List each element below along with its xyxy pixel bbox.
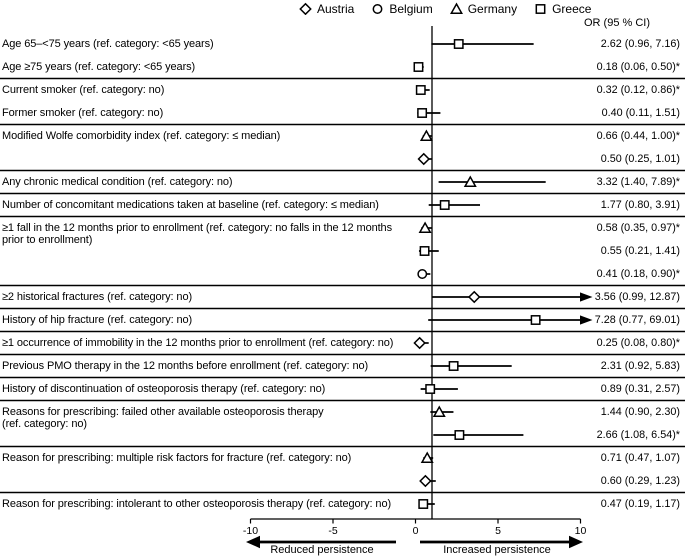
or-value: 3.56 (0.99, 12.87) — [594, 290, 680, 303]
or-column-header: OR (95 % CI) — [583, 17, 650, 29]
square-marker — [419, 500, 427, 508]
reduced-persistence-label: Reduced persistence — [270, 544, 374, 556]
row-label: ≥1 occurrence of immobility in the 12 months prior to enrollment (ref. category: no) — [2, 336, 394, 349]
or-value: 0.71 (0.47, 1.07) — [600, 451, 680, 464]
ci-clamp-arrow — [580, 315, 593, 324]
row-label: Previous PMO therapy in the 12 months before enrollment (ref. category: no) — [2, 359, 369, 372]
square-marker — [426, 385, 434, 393]
diamond-marker — [414, 338, 424, 348]
or-value: 0.66 (0.44, 1.00)* — [596, 129, 680, 142]
row-label: ≥1 fall in the 12 months prior to enrollment (ref. category: no falls in the 12 months — [2, 221, 392, 234]
or-value: 0.41 (0.18, 0.90)* — [596, 267, 680, 280]
row-label: History of discontinuation of osteoporosis therapy (ref. category: no) — [2, 382, 326, 395]
or-value: 2.31 (0.92, 5.83) — [600, 359, 680, 372]
axis-tick-label: 10 — [574, 525, 587, 537]
row-label: Current smoker (ref. category: no) — [2, 83, 165, 96]
row-label: Modified Wolfe comorbidity index (ref. category: ≤ median) — [2, 129, 281, 142]
or-value: 3.32 (1.40, 7.89)* — [596, 175, 680, 188]
legend-label: Austria — [317, 1, 355, 16]
row-label: Reasons for prescribing: failed other available osteoporosis therapy — [2, 405, 324, 418]
or-value: 7.28 (0.77, 69.01) — [594, 313, 680, 326]
row-label: Number of concomitant medications taken at baseline (ref. category: ≤ median) — [2, 198, 379, 211]
or-value: 0.50 (0.25, 1.01) — [600, 152, 680, 165]
diamond-marker — [469, 292, 479, 302]
row-label: Former smoker (ref. category: no) — [2, 106, 164, 119]
row-label: ≥2 historical fractures (ref. category: no) — [2, 290, 193, 303]
or-value: 0.60 (0.29, 1.23) — [600, 474, 680, 487]
square-marker — [420, 247, 428, 255]
increased-persistence-label: Increased persistence — [443, 544, 551, 556]
legend-label: Greece — [552, 1, 592, 16]
square-marker — [455, 40, 463, 48]
axis-tick-label: -10 — [242, 525, 259, 537]
row-label: History of hip fracture (ref. category: no) — [2, 313, 193, 326]
square-marker — [414, 63, 422, 71]
square-marker — [455, 431, 463, 439]
square-marker — [418, 109, 426, 117]
legend-label: Germany — [467, 1, 518, 16]
or-value: 1.77 (0.80, 3.91) — [600, 198, 680, 211]
or-value: 0.47 (0.19, 1.17) — [600, 497, 680, 510]
or-value: 2.62 (0.96, 7.16) — [600, 37, 680, 50]
or-value: 0.55 (0.21, 1.41) — [600, 244, 680, 257]
row-label: Age ≥75 years (ref. category: <65 years) — [2, 60, 196, 73]
or-value: 0.25 (0.08, 0.80)* — [596, 336, 680, 349]
axis-tick-label: 5 — [495, 525, 501, 537]
row-label: prior to enrollment) — [2, 234, 93, 246]
or-value: 0.32 (0.12, 0.86)* — [596, 83, 680, 96]
row-label: Reason for prescribing: intolerant to other osteoporosis therapy (ref. category: no) — [2, 497, 392, 510]
or-value: 0.89 (0.31, 2.57) — [600, 382, 680, 395]
diamond-marker — [419, 154, 429, 164]
row-label: Any chronic medical condition (ref. category: no) — [2, 175, 233, 188]
ci-clamp-arrow — [580, 292, 593, 301]
or-value: 2.66 (1.08, 6.54)* — [596, 428, 680, 441]
square-marker — [417, 86, 425, 94]
diamond-marker — [420, 476, 430, 486]
square-marker — [449, 362, 457, 370]
axis-tick-label: -5 — [328, 525, 338, 537]
row-label: (ref. category: no) — [2, 418, 87, 430]
or-value: 1.44 (0.90, 2.30) — [600, 405, 680, 418]
square-marker — [531, 316, 539, 324]
circle-marker — [418, 270, 426, 278]
row-label: Reason for prescribing: multiple risk factors for fracture (ref. category: no) — [2, 451, 352, 464]
or-value: 0.58 (0.35, 0.97)* — [596, 221, 680, 234]
row-label: Age 65–<75 years (ref. category: <65 years) — [2, 37, 214, 50]
square-marker — [441, 201, 449, 209]
legend-label: Belgium — [389, 1, 433, 16]
axis-tick-label: 0 — [412, 525, 419, 537]
or-value: 0.18 (0.06, 0.50)* — [596, 60, 680, 73]
or-value: 0.40 (0.11, 1.51) — [601, 106, 680, 119]
